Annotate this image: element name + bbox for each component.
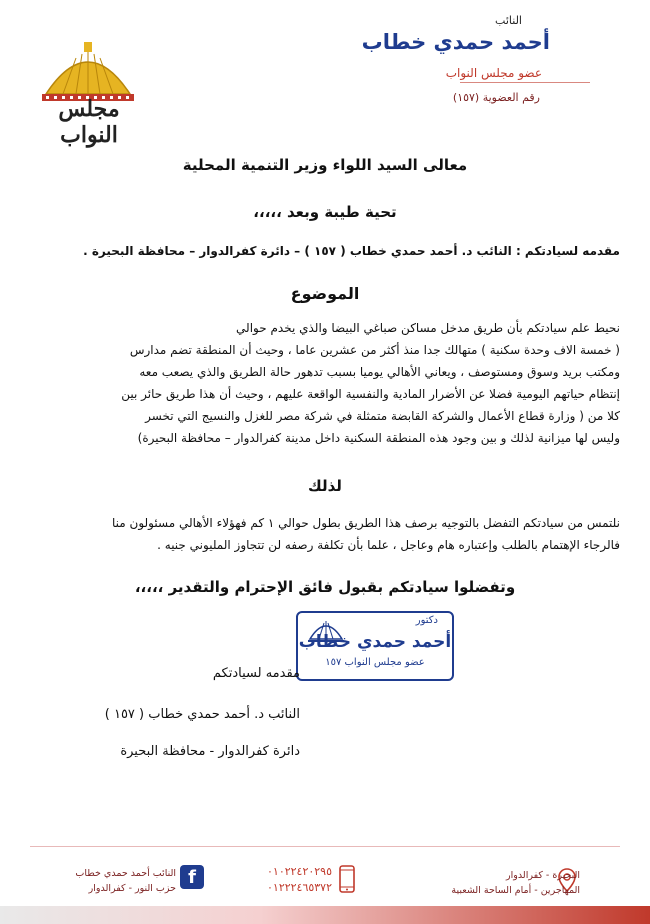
body-line: إنتظام حياتهم اليومية فضلا عن الأضرار المادية والنفسية الواقعة عليهم ، وحيث أن هذا طريق حائر بين bbox=[121, 387, 620, 401]
request-line: فالرجاء الإهتمام بالطلب وإعتباره هام وعاجل ، علما بأن تكلفة رصفه لن تتجاوز المليوني جنيه . bbox=[157, 538, 620, 552]
header-member-of: عضو مجلس النواب bbox=[445, 66, 542, 80]
footer-address-line: المهاجرين - أمام الساحة الشعبية bbox=[451, 885, 580, 896]
header-title-prefix: النائب bbox=[495, 14, 522, 27]
greeting: تحية طيبة وبعد ،،،،، bbox=[253, 203, 397, 221]
header-name: أحمد حمدي خطاب bbox=[361, 30, 550, 54]
logo-text: مجلس النواب bbox=[58, 96, 120, 148]
footer-color-bar bbox=[0, 906, 650, 924]
stamp-title: دكتور bbox=[415, 615, 438, 626]
body-line: كلا من ( وزارة قطاع الأعمال والشركة القابضة متمثلة في شركة مصر للغزل والنسيج التي تخسر bbox=[145, 409, 620, 423]
request-line: نلتمس من سيادتكم التفضل بالتوجيه برصف هذا الطريق بطول حوالي ١ كم فهؤلاء الأهالي مسئولون منا bbox=[111, 516, 620, 530]
subject-heading: الموضوع bbox=[290, 284, 360, 303]
stamp-name: أحمد حمدي خطاب bbox=[298, 632, 452, 652]
body-line: ( خمسة الاف وحدة سكنية ) متهالك جدا منذ أكثر من عشرين عاما ، وحيث أن المنطقة تضم مدارس bbox=[129, 343, 620, 357]
request-paragraph bbox=[30, 512, 620, 556]
signature-line: النائب د. أحمد حمدي خطاب ( ١٥٧ ) bbox=[104, 707, 300, 722]
stamp-member: عضو مجلس النواب ١٥٧ bbox=[325, 657, 425, 668]
signature-line: مقدمه لسيادتكم bbox=[212, 666, 300, 681]
mobile-phone-icon bbox=[337, 865, 357, 893]
addressee-heading: معالى السيد اللواء وزير التنمية المحلية bbox=[182, 156, 468, 174]
footer-phones bbox=[228, 864, 332, 896]
body-line: ومكتب بريد وسوق ومستوصف ، ويعاني الأهالي يوميا بسبب تدهور حالة الطريق والذي يصعب معه bbox=[139, 365, 620, 379]
footer-address bbox=[400, 868, 580, 898]
header-membership-no: رقم العضوية (١٥٧) bbox=[452, 91, 540, 104]
footer-facebook bbox=[28, 866, 176, 896]
intro-line: مقدمه لسيادتكم : النائب د. أحمد حمدي خطاب ( ١٥٧ ) – دائرة كفرالدوار – محافظة البحيرة . bbox=[83, 244, 620, 258]
header-divider bbox=[460, 82, 590, 83]
official-stamp bbox=[296, 611, 454, 681]
closing-line: وتفضلوا سيادتكم بقبول فائق الإحترام والتقدير ،،،،، bbox=[134, 578, 516, 596]
therefore-heading: لذلك bbox=[308, 477, 342, 495]
footer-divider bbox=[30, 846, 620, 847]
footer-phone-number: ٠١٢٢٢٤٦٥٣٧٢ bbox=[267, 881, 332, 894]
footer-facebook-line: حزب النور - كفرالدوار bbox=[88, 883, 176, 894]
signature-line: دائرة كفرالدوار - محافظة البحيرة bbox=[120, 744, 300, 759]
body-line: وليس لها ميزانية لذلك و بين وجود هذه المنطقة السكنية داخل مدينة كفرالدوار – محافظة البحيرة) bbox=[137, 431, 620, 445]
body-line: نحيط علم سيادتكم بأن طريق مدخل مساكن صباغي البيضا والذي يخدم حوالي bbox=[236, 321, 620, 335]
footer-phone-number: ٠١٠٢٢٤٢٠٢٩٥ bbox=[267, 865, 332, 878]
footer-facebook-line: النائب أحمد حمدي خطاب bbox=[75, 868, 176, 879]
facebook-icon: f bbox=[180, 865, 204, 889]
body-paragraph bbox=[30, 317, 620, 449]
footer-address-line: البحيرة - كفرالدوار bbox=[506, 870, 580, 881]
